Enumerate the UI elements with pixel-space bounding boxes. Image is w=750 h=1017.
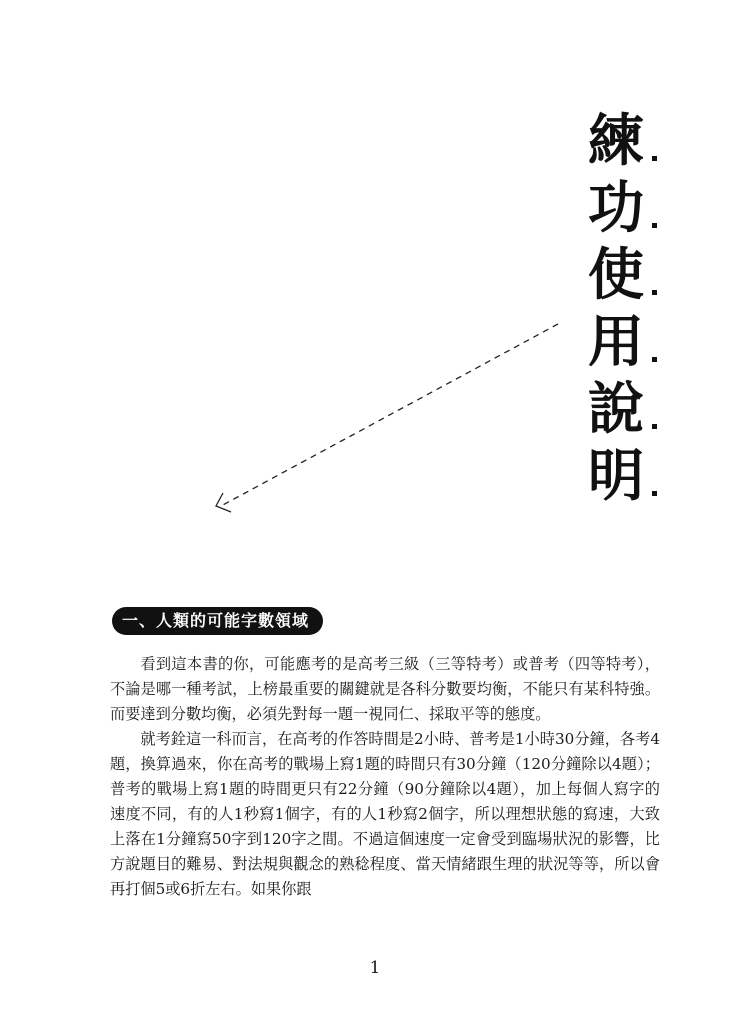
page-number: 1 <box>369 958 381 978</box>
title-char-5: 說 <box>588 376 678 443</box>
title-char-2: 功 <box>588 175 678 242</box>
body-text <box>110 652 660 902</box>
title-char-6: 明 <box>588 443 678 510</box>
title-char-1: 練 <box>588 108 678 175</box>
paragraph: 就考銓這一科而言，在高考的作答時間是2小時、普考是1小時30分鐘，各考4題，換算過來，你在高考的戰場上寫1題的時間只有30分鐘（120分鐘除以4題）；普考的戰場上寫1題的時間更只有22分鐘（90分鐘除以4題），加上每個人寫字的速度不同，有的人1秒寫1個字，有的人1秒寫2個字，所以理想狀態的寫速，大致上落在1分鐘寫50字到120字之間。不過這個速度一定會受到臨場狀況的影響，比方說題目的難易、對法規與觀念的熟稔程度、當天情緒跟生理的狀況等等，所以會再打個5或6折左右。如果你跟 <box>110 730 660 898</box>
title-char-3: 使 <box>588 242 678 309</box>
paragraph: 看到這本書的你，可能應考的是高考三級（三等特考）或普考（四等特考），不論是哪一種考試，上榜最重要的關鍵就是各科分數要均衡，不能只有某科特強。而要達到分數均衡，必須先對每一題一視同仁、採取平等的態度。 <box>110 655 660 723</box>
section-heading: 一、人類的可能字數領域 <box>112 607 323 635</box>
title-char-4: 用 <box>588 309 678 376</box>
